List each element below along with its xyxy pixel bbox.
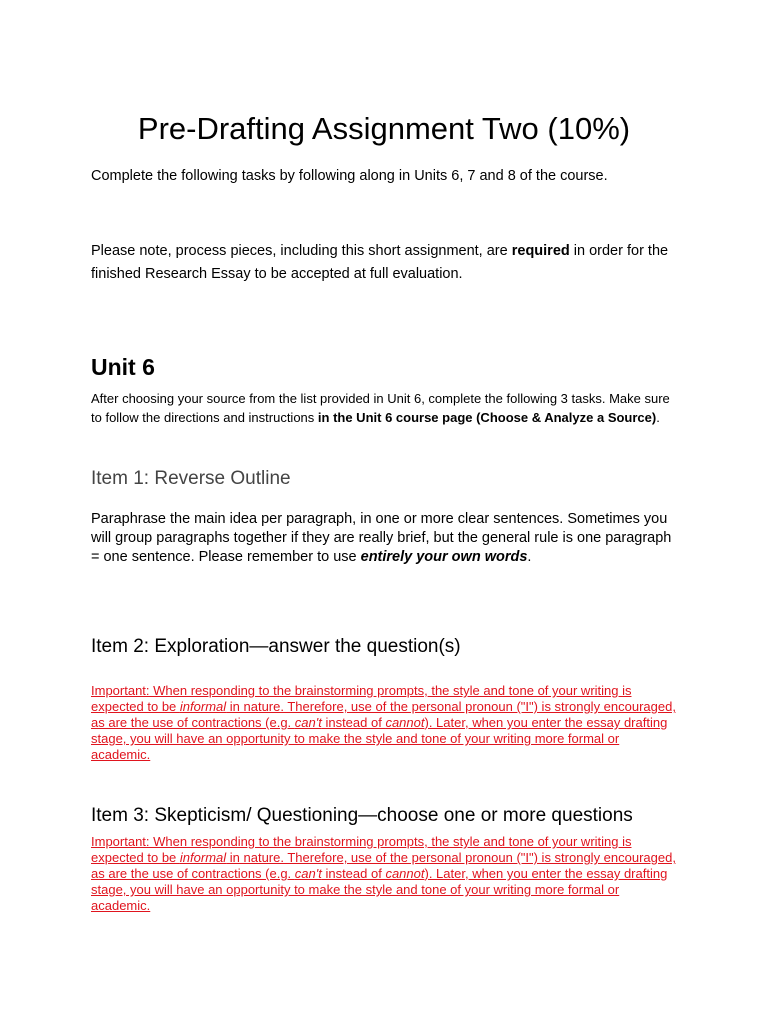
item2-important-cannot: cannot [385, 715, 425, 730]
item3-heading: Item 3: Skepticism/ Questioning—choose one or more questions [91, 805, 633, 826]
item3-important-b: in nature. Therefore, use of the personal pronoun ("I") is strongly encouraged, as are the use of contractions (e.g. [91, 850, 676, 881]
unit6-intro-before: After choosing your source from the list provided in Unit 6, complete the following 3 tasks. Make sure to follow the directions and instructions [91, 391, 670, 425]
item3-important-c: instead of [321, 866, 386, 881]
process-note-after: in order for the finished Research Essay to be accepted at full evaluation. [91, 243, 669, 282]
item2-important-d: ). Later, when you enter the essay drafting stage, you will have an opportunity to make the style and tone of your writing more formal or academic. [91, 715, 668, 762]
unit6-heading: Unit 6 [91, 354, 155, 380]
item1-heading: Item 1: Reverse Outline [91, 468, 291, 489]
process-note-before: Please note, process pieces, including this short assignment, are [91, 243, 512, 259]
item2-important-note [91, 683, 681, 763]
unit6-intro-bold: in the Unit 6 course page (Choose & Analyze a Source) [317, 410, 657, 425]
item1-text-after: . [527, 549, 532, 565]
item2-important-c: instead of [321, 715, 386, 730]
item3-important-d: ). Later, when you enter the essay drafting stage, you will have an opportunity to make the style and tone of your writing more formal or academic. [91, 866, 668, 913]
page-title: Pre-Drafting Assignment Two (10%) [137, 111, 631, 146]
item2-important-a: Important: When responding to the brainstorming prompts, the style and tone of your writing is expected to be [91, 683, 632, 714]
item2-important-informal: informal [179, 699, 227, 714]
item3-important-informal: informal [179, 850, 227, 865]
item1-text [91, 510, 681, 567]
item2-important-cant: can't [294, 715, 322, 730]
process-note [91, 240, 681, 286]
item1-text-before: Paraphrase the main idea per paragraph, in one or more clear sentences. Sometimes you will group paragraphs together if they are really brief, but the general rule is one paragraph = one sentence. Please remember to use [91, 511, 672, 565]
item1-text-emphasis: entirely your own words [360, 549, 528, 565]
item3-important-cant: can't [294, 866, 322, 881]
unit6-intro-after: . [656, 410, 660, 425]
intro-text: Complete the following tasks by following along in Units 6, 7 and 8 of the course. [91, 168, 608, 184]
unit6-intro [91, 389, 681, 427]
item2-important-b: in nature. Therefore, use of the personal pronoun ("I") is strongly encouraged, as are the use of contractions (e.g. [91, 699, 676, 730]
item3-important-a: Important: When responding to the brainstorming prompts, the style and tone of your writing is expected to be [91, 834, 632, 865]
process-note-required: required [511, 243, 570, 259]
item2-heading: Item 2: Exploration—answer the question(s) [91, 636, 461, 657]
item3-important-cannot: cannot [385, 866, 425, 881]
item3-important-note [91, 834, 681, 914]
